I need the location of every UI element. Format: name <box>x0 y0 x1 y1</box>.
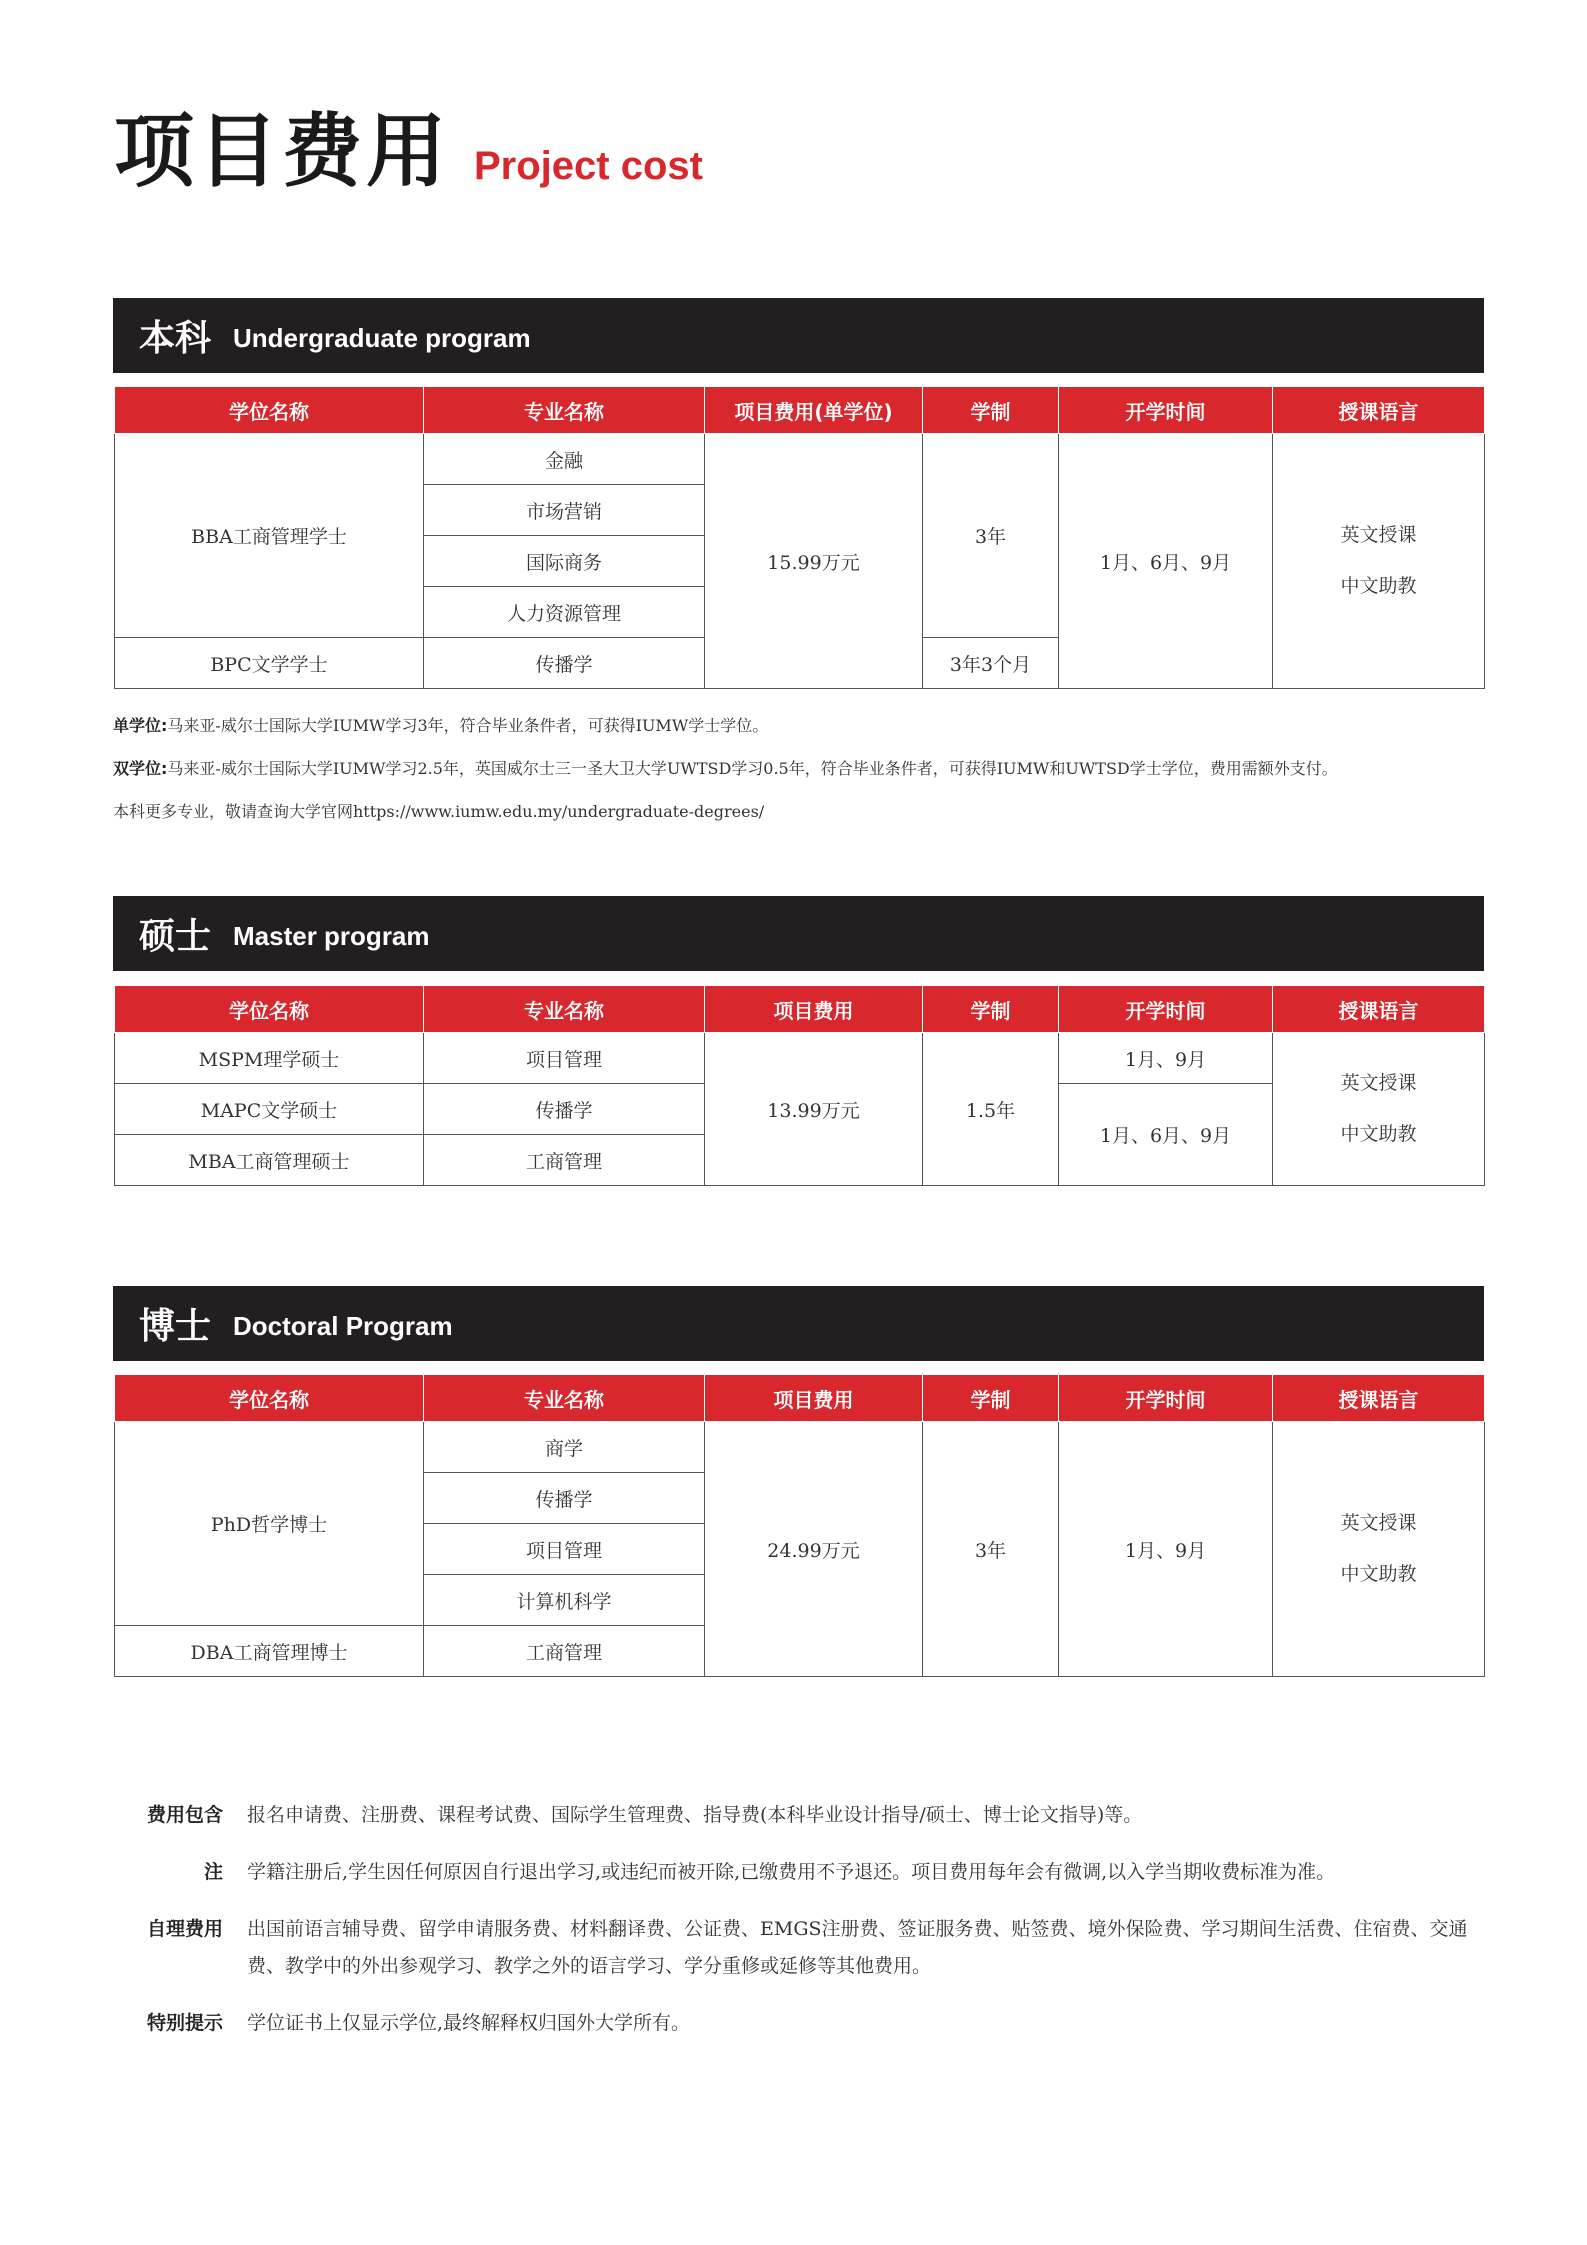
dual-degree-text: 马来亚-威尔士国际大学IUMW学习2.5年，英国威尔士三一圣大卫大学UWTSD学习0.5年，符合毕业条件者，可获得IUMW和UWTSD学士学位，费用需额外支付。 <box>167 759 1338 778</box>
doctoral-title-cn: 博士 <box>139 1306 212 1347</box>
major-cell: 金融 <box>424 434 705 485</box>
header-major: 专业名称 <box>424 387 705 434</box>
master-title-cn: 硕士 <box>139 916 212 957</box>
duration-cell: 3年 <box>923 434 1059 638</box>
dual-degree-label: 双学位: <box>113 759 168 778</box>
header-language: 授课语言 <box>1273 387 1485 434</box>
intake-cell: 1月、9月 <box>1059 1033 1273 1084</box>
language-line: 英文授课 <box>1340 1072 1417 1094</box>
major-cell: 国际商务 <box>424 536 705 587</box>
page-title-en: Project cost <box>474 144 703 188</box>
header-duration: 学制 <box>923 1375 1059 1422</box>
intake-cell: 1月、6月、9月 <box>1059 434 1273 689</box>
undergrad-title-en: Undergraduate program <box>233 323 531 353</box>
major-cell: 传播学 <box>424 638 705 689</box>
master-table <box>114 985 1485 1186</box>
note-label: 自理费用 <box>146 1918 223 1940</box>
fee-cell: 13.99万元 <box>705 1033 923 1186</box>
header-fee: 项目费用(单学位) <box>705 387 923 434</box>
table-row <box>115 434 1485 485</box>
note-label: 特别提示 <box>146 2012 223 2034</box>
single-degree-note <box>113 715 1493 758</box>
header-language: 授课语言 <box>1273 1375 1485 1422</box>
header-major: 专业名称 <box>424 986 705 1033</box>
major-cell: 传播学 <box>424 1084 705 1135</box>
header-intake: 开学时间 <box>1059 387 1273 434</box>
degree-cell: MSPM理学硕士 <box>115 1033 424 1084</box>
header-intake: 开学时间 <box>1059 986 1273 1033</box>
language-cell <box>1273 1422 1485 1677</box>
language-line: 英文授课 <box>1340 524 1417 546</box>
language-line: 中文助教 <box>1340 575 1417 597</box>
single-degree-text: 马来亚-威尔士国际大学IUMW学习3年，符合毕业条件者，可获得IUMW学士学位。 <box>167 716 769 735</box>
note-text: 学位证书上仅显示学位,最终解释权归国外大学所有。 <box>247 2012 691 2034</box>
degree-cell: MAPC文学硕士 <box>115 1084 424 1135</box>
header-duration: 学制 <box>923 986 1059 1033</box>
master-title-en: Master program <box>233 921 430 951</box>
table-header-row <box>115 986 1485 1033</box>
header-degree: 学位名称 <box>115 387 424 434</box>
major-cell: 传播学 <box>424 1473 705 1524</box>
major-cell: 市场营销 <box>424 485 705 536</box>
header-intake: 开学时间 <box>1059 1375 1273 1422</box>
degree-cell: MBA工商管理硕士 <box>115 1135 424 1186</box>
note-text: 学籍注册后,学生因任何原因自行退出学习,或违纪而被开除,已缴费用不予退还。项目费用每年会有微调,以入学当期收费标准为准。 <box>247 1861 1336 1883</box>
fee-cell: 24.99万元 <box>705 1422 923 1677</box>
dual-degree-note <box>113 758 1493 801</box>
major-cell: 计算机科学 <box>424 1575 705 1626</box>
header-fee: 项目费用 <box>705 1375 923 1422</box>
intake-cell: 1月、6月、9月 <box>1059 1084 1273 1186</box>
fee-includes-note <box>113 1797 1493 1834</box>
major-cell: 工商管理 <box>424 1626 705 1677</box>
major-cell: 人力资源管理 <box>424 587 705 638</box>
fee-cell: 15.99万元 <box>705 434 923 689</box>
doctoral-table <box>114 1374 1485 1677</box>
language-cell <box>1273 434 1485 689</box>
table-header-row <box>115 1375 1485 1422</box>
doctoral-section-bar <box>113 1286 1484 1361</box>
table-row <box>115 1033 1485 1084</box>
self-paid-note <box>113 1911 1493 1985</box>
language-cell <box>1273 1033 1485 1186</box>
duration-cell: 1.5年 <box>923 1033 1059 1186</box>
footer-notes <box>113 1797 1493 2062</box>
table-header-row <box>115 387 1485 434</box>
undergrad-notes <box>113 715 1493 844</box>
remark-note <box>113 1854 1493 1891</box>
header-degree: 学位名称 <box>115 986 424 1033</box>
language-line: 英文授课 <box>1340 1512 1417 1534</box>
degree-cell: BBA工商管理学士 <box>115 434 424 638</box>
major-cell: 工商管理 <box>424 1135 705 1186</box>
degree-cell: PhD哲学博士 <box>115 1422 424 1626</box>
note-text: 报名申请费、注册费、课程考试费、国际学生管理费、指导费(本科毕业设计指导/硕士、博士论文指导)等。 <box>247 1804 1143 1826</box>
undergrad-section-bar <box>113 298 1484 373</box>
header-fee: 项目费用 <box>705 986 923 1033</box>
header-degree: 学位名称 <box>115 1375 424 1422</box>
header-major: 专业名称 <box>424 1375 705 1422</box>
degree-cell: DBA工商管理博士 <box>115 1626 424 1677</box>
special-tip-note <box>113 2005 1493 2042</box>
undergrad-table <box>114 386 1485 689</box>
major-cell: 项目管理 <box>424 1524 705 1575</box>
major-cell: 项目管理 <box>424 1033 705 1084</box>
header-language: 授课语言 <box>1273 986 1485 1033</box>
undergrad-title-cn: 本科 <box>139 318 212 359</box>
degree-cell: BPC文学学士 <box>115 638 424 689</box>
duration-cell: 3年3个月 <box>923 638 1059 689</box>
doctoral-title-en: Doctoral Program <box>233 1311 453 1341</box>
page-title <box>114 105 703 198</box>
duration-cell: 3年 <box>923 1422 1059 1677</box>
master-section-bar <box>113 896 1484 971</box>
note-label: 费用包含 <box>146 1804 223 1826</box>
note-label: 注 <box>203 1861 223 1883</box>
language-line: 中文助教 <box>1340 1563 1417 1585</box>
page-title-cn: 项目费用 <box>114 105 450 198</box>
major-cell: 商学 <box>424 1422 705 1473</box>
intake-cell: 1月、9月 <box>1059 1422 1273 1677</box>
more-majors-note: 本科更多专业，敬请查询大学官网https://www.iumw.edu.my/undergraduate-degrees/ <box>113 802 765 821</box>
header-duration: 学制 <box>923 387 1059 434</box>
single-degree-label: 单学位: <box>113 716 168 735</box>
table-row <box>115 1422 1485 1473</box>
note-text: 出国前语言辅导费、留学申请服务费、材料翻译费、公证费、EMGS注册费、签证服务费、贴签费、境外保险费、学习期间生活费、住宿费、交通费、教学中的外出参观学习、教学之外的语言学习、学分重修或延修等其他费用。 <box>247 1918 1468 1977</box>
language-line: 中文助教 <box>1340 1123 1417 1145</box>
